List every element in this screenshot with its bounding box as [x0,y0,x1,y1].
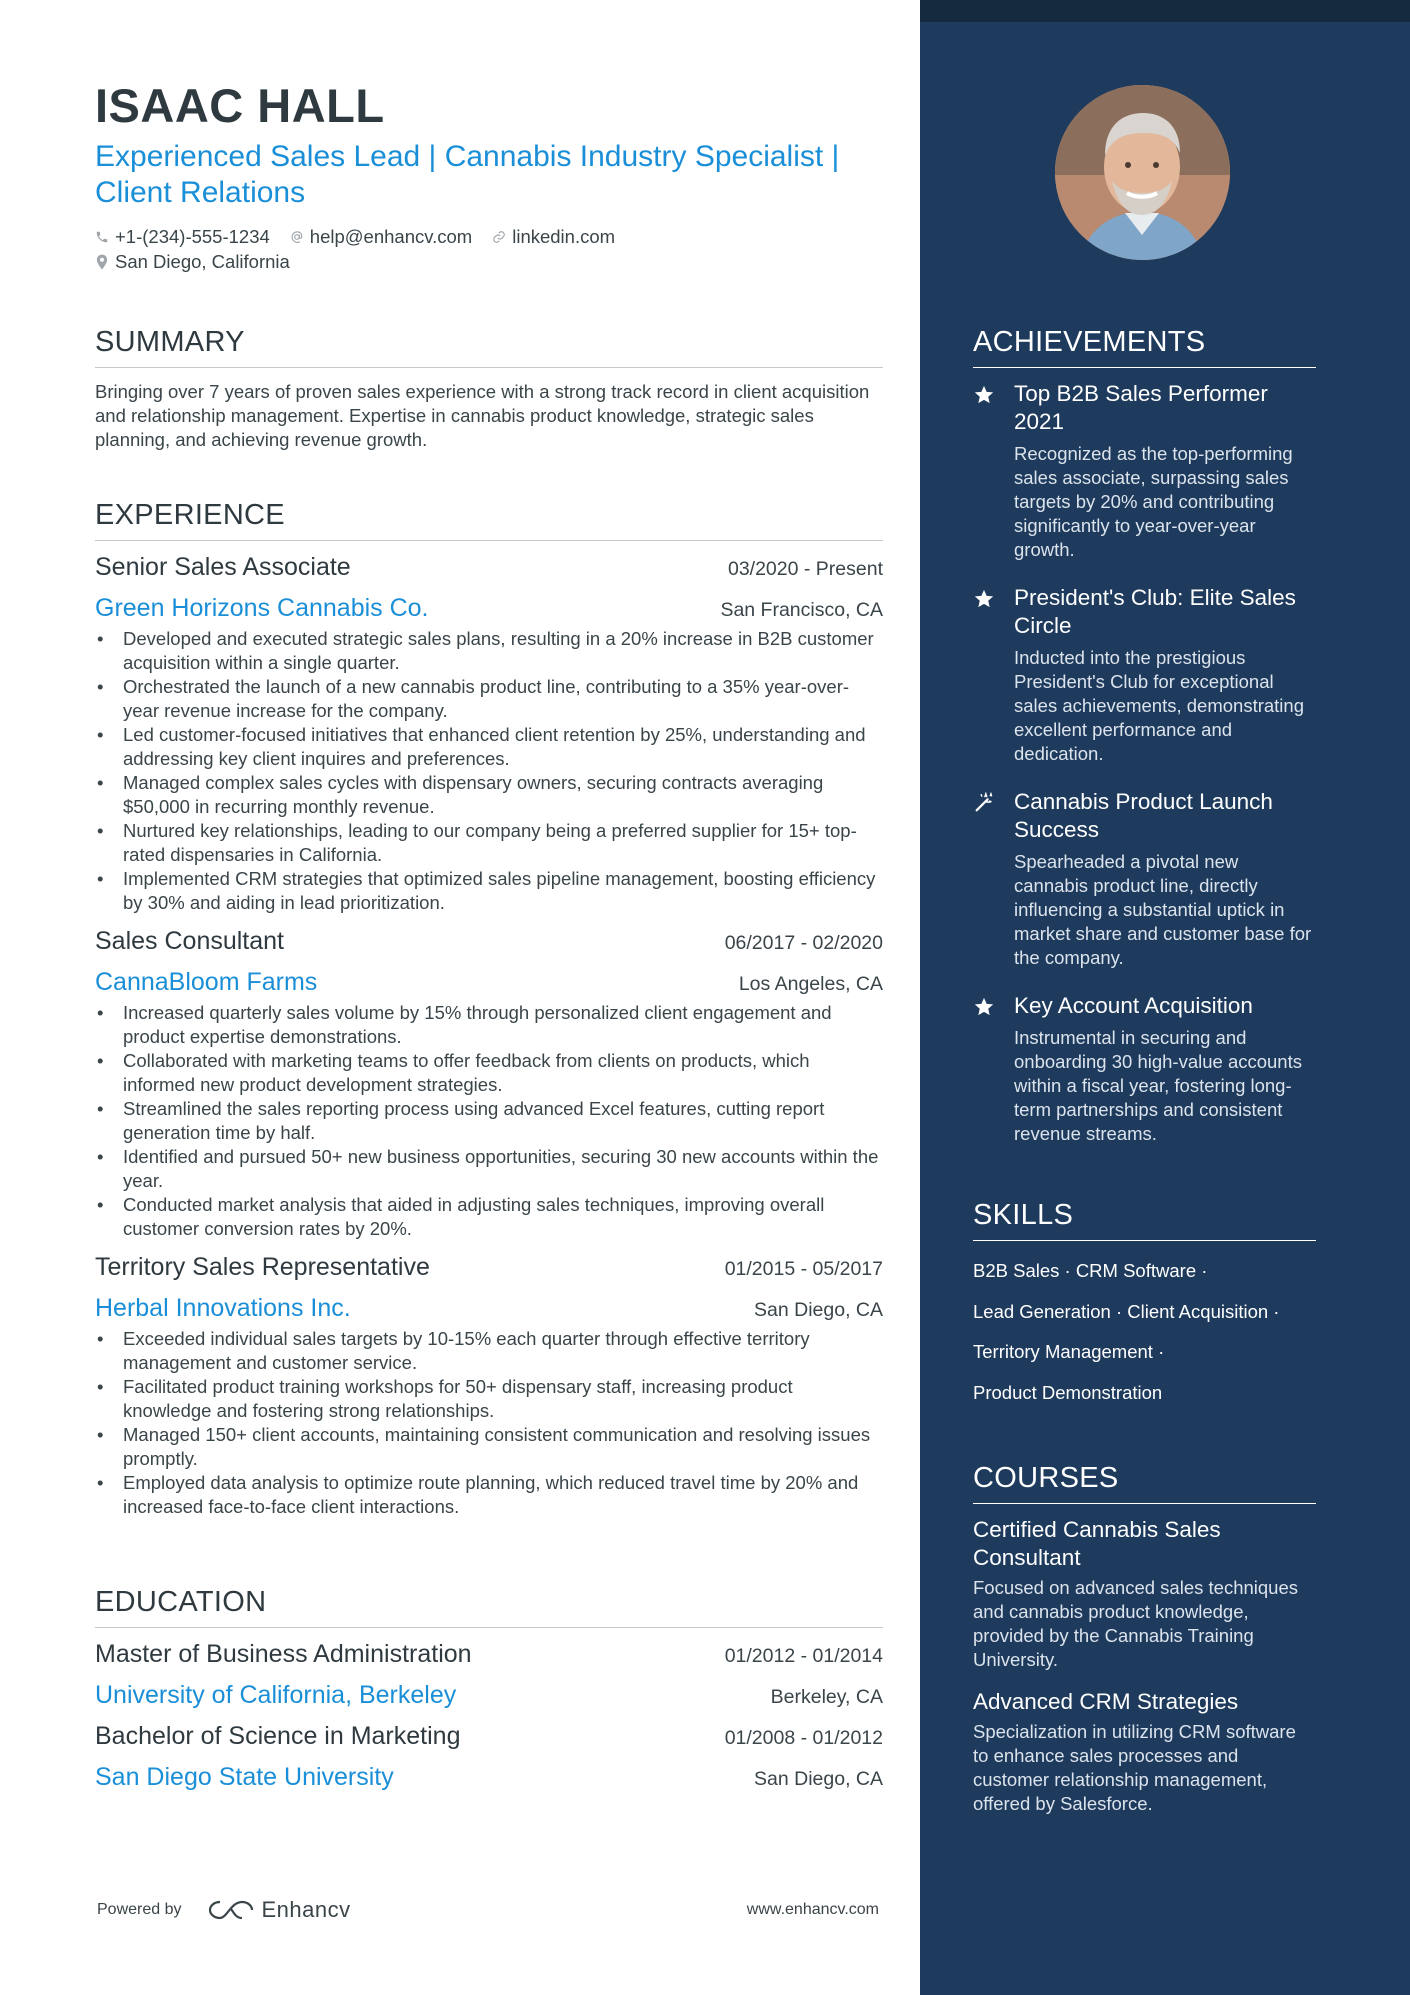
course-title: Certified Cannabis Sales Consultant [973,1517,1221,1570]
location-pin-icon [95,254,109,270]
degree-name: Master of Business Administration [95,1640,472,1668]
enhancv-logo[interactable] [208,1897,351,1923]
job-entry [95,927,883,1241]
job-location: San Diego, CA [754,1299,883,1321]
resume-header [95,80,883,275]
education-dates: 01/2012 - 01/2014 [724,1645,883,1667]
candidate-name: ISAAC HALL [95,79,385,132]
bullet-item: • Orchestrated the launch of a new cannabis product line, contributing to a 35% year-over-year revenue increase for the company. [95,675,883,723]
email-address: help@enhancv.com [309,226,473,248]
linkedin-url: linkedin.com [512,226,616,248]
education-entry [95,1640,883,1710]
star-icon [973,588,995,610]
bullet-item: • Developed and executed strategic sales plans, resulting in a 20% increase in B2B customer acquisition within a single quarter. [95,627,883,675]
powered-by-label: Powered by [97,1901,182,1918]
course-desc: Specialization in utilizing CRM software to enhance sales processes and customer relationship management, offered by Salesforce. [973,1721,1296,1814]
at-icon [290,230,304,244]
bullet-item: • Exceeded individual sales targets by 10-15% each quarter through effective territory management and customer service. [95,1327,883,1375]
bullet-item: • Implemented CRM strategies that optimized sales pipeline management, boosting efficiency by 30% and aiding in lead prioritization. [95,867,883,915]
courses-title: COURSES [973,1462,1316,1504]
achievement-item [973,584,1316,766]
skill-line: Product Demonstration [973,1381,1163,1403]
enhancv-logo-icon [208,1899,254,1921]
job-title: Sales Consultant [95,927,285,955]
skills-section [973,1199,1316,1413]
bullet-item: • Streamlined the sales reporting process using advanced Excel features, cutting report generation time by half. [95,1097,883,1145]
company-name: Green Horizons Cannabis Co. [95,594,429,622]
profile-photo [1055,85,1230,260]
job-location: Los Angeles, CA [738,973,883,995]
achievement-item [973,788,1316,970]
star-icon [973,996,995,1018]
bullet-item: • Collaborated with marketing teams to offer feedback from clients on products, which informed new product development strategies. [95,1049,883,1097]
job-dates: 01/2015 - 05/2017 [724,1258,883,1280]
education-entry [95,1722,883,1792]
job-title: Territory Sales Representative [95,1253,430,1281]
experience-section [95,499,883,1519]
achievements-title: ACHIEVEMENTS [973,326,1316,368]
company-name: CannaBloom Farms [95,968,318,996]
bullet-item: • Employed data analysis to optimize route planning, which reduced travel time by 20% and increased face-to-face client interactions. [95,1471,883,1519]
page-footer [97,1895,879,1925]
achievement-desc: Instrumental in securing and onboarding 30 high-value accounts within a fiscal year, fostering long-term partnerships and consistent revenue streams. [1014,1027,1302,1144]
job-bullets [95,627,883,915]
phone-icon [95,230,109,244]
portrait-image [1055,85,1230,260]
skill-line: Territory Management · [973,1341,1165,1362]
bullet-item: • Identified and pursued 50+ new business opportunities, securing 30 new accounts within the year. [95,1145,883,1193]
phone-number: +1-(234)-555-1234 [115,226,270,248]
job-location: San Francisco, CA [720,599,883,621]
bullet-item: • Increased quarterly sales volume by 15% through personalized client engagement and product expertise demonstrations. [95,1001,883,1049]
job-dates: 03/2020 - Present [727,558,883,580]
course-item [973,1688,1316,1816]
course-title: Advanced CRM Strategies [973,1689,1239,1714]
achievements-section [973,326,1316,1146]
course-desc: Focused on advanced sales techniques and cannabis product knowledge, provided by the Cannabis Training University. [973,1577,1298,1670]
skills-title: SKILLS [973,1199,1316,1241]
bullet-item: • Conducted market analysis that aided in adjusting sales techniques, improving overall customer conversion rates by 20%. [95,1193,883,1241]
email-contact[interactable] [290,226,472,248]
bullet-item: • Managed complex sales cycles with dispensary owners, securing contracts averaging $50,000 in recurring monthly revenue. [95,771,883,819]
achievement-desc: Recognized as the top-performing sales associate, surpassing sales targets by 20% and contributing significantly to year-over-year growth. [1014,443,1293,560]
job-bullets [95,1327,883,1519]
bullet-item: • Led customer-focused initiatives that enhanced client retention by 25%, understanding and addressing key client inquires and preferences. [95,723,883,771]
bullet-item: • Nurtured key relationships, leading to our company being a preferred supplier for 15+ top-rated dispensaries in California. [95,819,883,867]
job-dates: 06/2017 - 02/2020 [724,932,883,954]
course-item [973,1516,1316,1672]
achievement-desc: Spearheaded a pivotal new cannabis product line, directly influencing a substantial uptick in market share and customer base for the company. [1014,851,1312,968]
achievement-title: President's Club: Elite Sales Circle [1014,585,1296,638]
degree-name: Bachelor of Science in Marketing [95,1722,461,1750]
contact-info [95,225,883,275]
achievement-item [973,992,1316,1146]
achievement-item [973,380,1316,562]
achievement-desc: Inducted into the prestigious President's Club for exceptional sales achievements, demonstrating excellent performance and dedication. [1014,647,1304,764]
skill-line: B2B Sales · CRM Software · [973,1260,1208,1281]
job-bullets [95,1001,883,1241]
enhancv-brand-text: Enhancv [261,1897,351,1922]
achievement-title: Cannabis Product Launch Success [1014,789,1273,842]
bullet-item: • Facilitated product training workshops for 50+ dispensary staff, increasing product knowledge and fostering strong relationships. [95,1375,883,1423]
location-text: San Diego, California [115,251,290,273]
candidate-headline: Experienced Sales Lead | Cannabis Industry Specialist | Client Relations [95,139,840,209]
education-title: EDUCATION [95,1586,883,1628]
job-title: Senior Sales Associate [95,553,351,581]
school-location: Berkeley, CA [770,1686,883,1708]
education-section [95,1586,883,1792]
magic-wand-icon [973,792,995,814]
courses-section [973,1462,1316,1816]
education-dates: 01/2008 - 01/2012 [724,1727,883,1749]
summary-title: SUMMARY [95,326,883,368]
summary-text: Bringing over 7 years of proven sales experience with a strong track record in client acquisition and relationship management. Expertise in cannabis product knowledge, strategic sales planning, and achieving revenue growth. [95,381,870,450]
footer-website[interactable]: www.enhancv.com [746,1901,879,1918]
achievement-title: Top B2B Sales Performer 2021 [1014,381,1268,434]
skill-line: Lead Generation · Client Acquisition · [973,1300,1280,1322]
experience-title: EXPERIENCE [95,499,883,541]
achievement-title: Key Account Acquisition [1014,993,1253,1018]
sidebar-top-bar [920,0,1410,22]
summary-section [95,326,883,452]
star-icon [973,384,995,406]
location-contact [95,251,290,273]
phone-contact[interactable] [95,226,270,248]
powered-by [97,1897,351,1923]
school-name: San Diego State University [95,1763,394,1791]
school-location: San Diego, CA [754,1768,883,1790]
job-entry [95,1253,883,1519]
school-name: University of California, Berkeley [95,1681,457,1709]
link-icon [492,230,506,244]
bullet-item: • Managed 150+ client accounts, maintaining consistent communication and resolving issues promptly. [95,1423,883,1471]
job-entry [95,553,883,915]
linkedin-contact[interactable] [492,226,615,248]
company-name: Herbal Innovations Inc. [95,1294,351,1322]
skills-list [973,1251,1316,1413]
